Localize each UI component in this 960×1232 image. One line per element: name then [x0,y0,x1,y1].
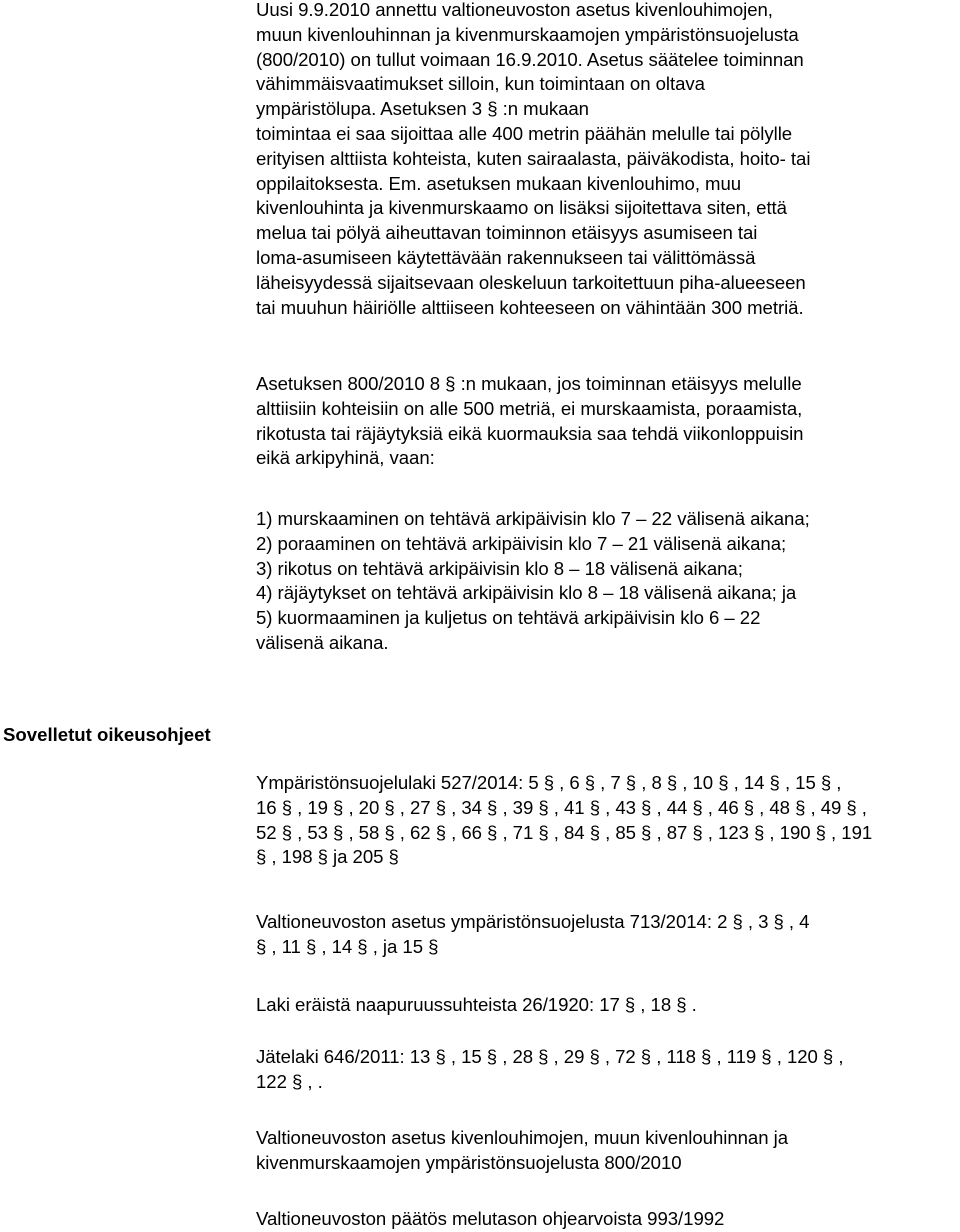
intro-line: kivenlouhinta ja kivenmurskaamo on lisäksi sijoitettava siten, että [256,197,787,219]
intro-line: erityisen alttiista kohteista, kuten sairaalasta, päiväkodista, hoito- tai [256,147,811,169]
intro-line: (800/2010) on tullut voimaan 16.9.2010. Asetus säätelee toiminnan [256,48,804,70]
section8-line: alttiisiin kohteisiin on alle 500 metriä, ei murskaamista, poraamista, [256,397,803,419]
ysl-line: § , 198 § ja 205 § [256,846,399,868]
section-divider [0,687,960,688]
section8-paragraph [256,372,956,471]
section8-line: Asetuksen 800/2010 8 § :n mukaan, jos toiminnan etäisyys melulle [256,373,802,394]
intro-line: vähimmäisvaatimukset silloin, kun toimintaan on oltava [256,73,705,95]
ysl-line: Ympäristönsuojelulaki 527/2014: 5 § , 6 § , 7 § , 8 § , 10 § , 14 § , 15 § , [256,772,842,793]
mara-line: Valtioneuvoston asetus kivenlouhimojen, muun kivenlouhinnan ja [256,1127,788,1148]
intro-line: oppilaitoksesta. Em. asetuksen mukaan kivenlouhimo, muu [256,172,742,194]
naapuruus-reference [256,993,956,1018]
schedule-item: 4) räjäytykset on tehtävä arkipäivisin klo 8 – 18 välisenä aikana; ja [256,582,797,604]
ysa-line: Valtioneuvoston asetus ympäristönsuojelusta 713/2014: 2 § , 3 § , 4 [256,911,810,932]
intro-line: tai muuhun häiriölle alttiiseen kohteeseen on vähintään 300 metriä. [256,296,804,318]
intro-line: melua tai pölyä aiheuttavan toiminnon etäisyys asumiseen tai [256,222,758,244]
section8-line: rikotusta tai räjäytyksiä eikä kuormauksia saa tehdä viikonloppuisin [256,422,804,444]
mara-line: kivenmurskaamojen ympäristönsuojelusta 800/2010 [256,1151,682,1173]
ysl-reference [256,771,956,870]
schedule-item: 2) poraaminen on tehtävä arkipäivisin klo 7 – 21 välisenä aikana; [256,532,787,554]
jatelaki-reference [256,1045,956,1095]
naapuruus-line: Laki eräistä naapuruussuhteista 26/1920: 17 § , 18 § . [256,994,697,1015]
schedule-item: 5) kuormaaminen ja kuljetus on tehtävä arkipäivisin klo 6 – 22 [256,607,761,629]
schedule-item: välisenä aikana. [256,631,389,653]
intro-line: Uusi 9.9.2010 annettu valtioneuvoston asetus kivenlouhimojen, [256,0,773,20]
intro-line: toimintaa ei saa sijoittaa alle 400 metrin päähän melulle tai pölylle [256,122,793,144]
schedule-list [256,507,956,656]
ysa-line: § , 11 § , 14 § , ja 15 § [256,935,439,957]
melu-reference [256,1207,956,1232]
jatelaki-line: 122 § , . [256,1070,323,1092]
intro-paragraph [256,0,956,320]
schedule-item: 3) rikotus on tehtävä arkipäivisin klo 8 – 18 välisenä aikana; [256,557,743,579]
intro-line: ympäristölupa. Asetuksen 3 § :n mukaan [256,98,589,120]
ysa-reference [256,910,956,960]
ysl-line: 52 § , 53 § , 58 § , 62 § , 66 § , 71 § , 84 § , 85 § , 87 § , 123 § , 190 § , 191 [256,821,873,843]
intro-line: muun kivenlouhinnan ja kivenmurskaamojen ympäristönsuojelusta [256,23,799,45]
intro-line: loma-asumiseen käytettävään rakennukseen tai välittömässä [256,246,756,268]
intro-line: läheisyydessä sijaitsevaan oleskeluun tarkoitettuun piha-alueeseen [256,271,806,293]
section8-line: eikä arkipyhinä, vaan: [256,447,435,469]
schedule-item: 1) murskaaminen on tehtävä arkipäivisin klo 7 – 22 välisenä aikana; [256,508,810,529]
mara-reference [256,1126,956,1176]
melu-line: Valtioneuvoston päätös melutason ohjearvoista 993/1992 [256,1208,725,1229]
jatelaki-line: Jätelaki 646/2011: 13 § , 15 § , 28 § , 29 § , 72 § , 118 § , 119 § , 120 § , [256,1046,844,1067]
applied-law-heading: Sovelletut oikeusohjeet [3,724,211,745]
ysl-line: 16 § , 19 § , 20 § , 27 § , 34 § , 39 § , 41 § , 43 § , 44 § , 46 § , 48 § , 49 § , [256,796,867,818]
